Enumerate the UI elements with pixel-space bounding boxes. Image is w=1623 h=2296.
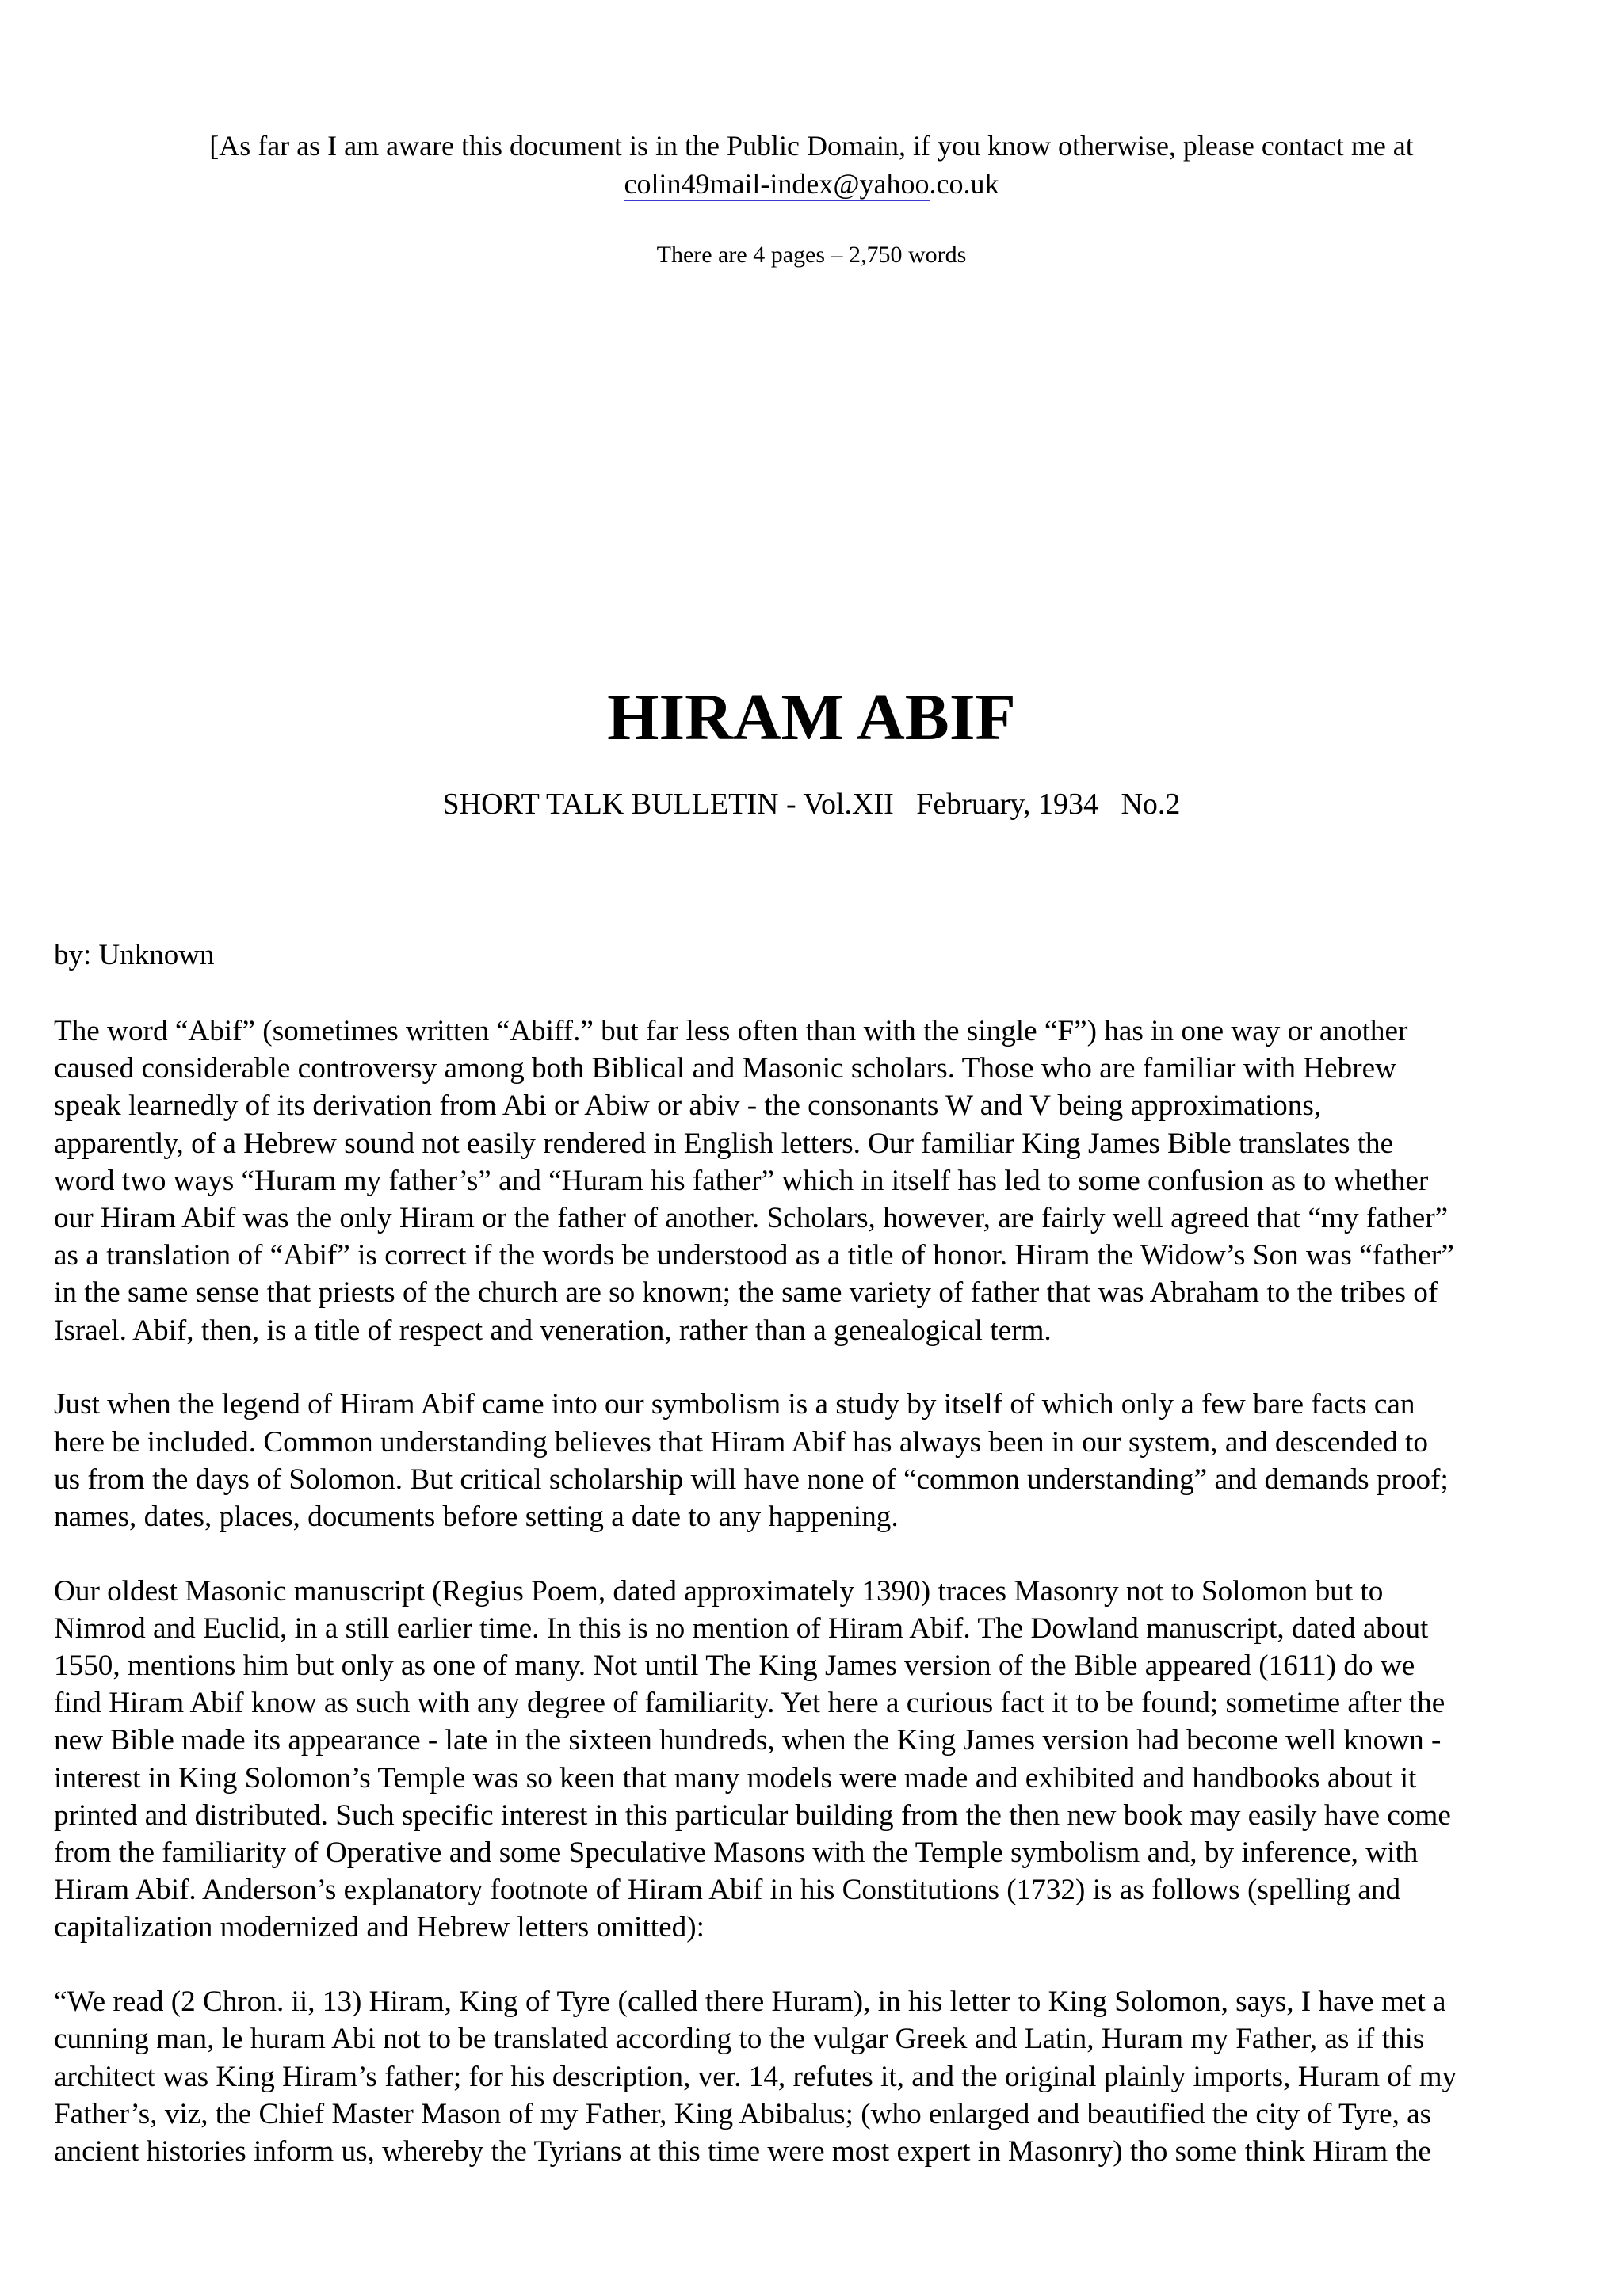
contact-email xyxy=(0,165,1623,203)
document-title: HIRAM ABIF xyxy=(607,681,1016,754)
document-subtitle: SHORT TALK BULLETIN - Vol.XII February, 1934 No.2 xyxy=(442,788,1181,821)
page-word-count: There are 4 pages – 2,750 words xyxy=(656,242,967,268)
paragraph-line: word two ways “Huram my father’s” and “Huram his father” which in itself has led to some confusion as to whether xyxy=(54,1164,1429,1197)
article-body xyxy=(54,1013,1583,2207)
paragraph-line: caused considerable controversy among both Biblical and Masonic scholars. Those who are familiar with Hebrew xyxy=(54,1052,1396,1085)
paragraph-line: Father’s, viz, the Chief Master Mason of my Father, King Abibalus; (who enlarged and beautified the city of Tyre, as xyxy=(54,2097,1432,2130)
paragraph-line: Nimrod and Euclid, in a still earlier time. In this is no mention of Hiram Abif. The Dowland manuscript, dated about xyxy=(54,1611,1429,1645)
paragraph-line: Just when the legend of Hiram Abif came into our symbolism is a study by itself of which only a few bare facts can xyxy=(54,1388,1415,1421)
paragraph-line: from the familiarity of Operative and some Speculative Masons with the Temple symbolism and, by inference, with xyxy=(54,1836,1419,1870)
paragraph-line: speak learnedly of its derivation from Abi or Abiw or abiv - the consonants W and V being approximations, xyxy=(54,1089,1322,1123)
paragraph-line: Hiram Abif. Anderson’s explanatory footnote of Hiram Abif in his Constitutions (1732) is as follows (spelling and xyxy=(54,1874,1401,1907)
paragraph-line: our Hiram Abif was the only Hiram or the father of another. Scholars, however, are fairly well agreed that “my father” xyxy=(54,1202,1449,1235)
author-line: by: Unknown xyxy=(54,939,215,971)
paragraph-line: “We read (2 Chron. ii, 13) Hiram, King of Tyre (called there Huram), in his letter to King Solomon, says, I have met a xyxy=(54,1985,1446,2019)
paragraph-line: as a translation of “Abif” is correct if the words be understood as a title of honor. Hiram the Widow’s Son was “father” xyxy=(54,1239,1454,1272)
paragraph-line: names, dates, places, documents before setting a date to any happening. xyxy=(54,1500,899,1533)
notice-line: [As far as I am aware this document is in the Public Domain, if you know otherwise, please contact me at xyxy=(209,130,1414,162)
body-paragraph xyxy=(54,1013,1583,1349)
paragraph-line: us from the days of Solomon. But critical scholarship will have none of “common understanding” and demands proof; xyxy=(54,1463,1449,1496)
paragraph-line: apparently, of a Hebrew sound not easily rendered in English letters. Our familiar King James Bible translates the xyxy=(54,1127,1394,1160)
copyright-notice xyxy=(0,127,1623,203)
paragraph-line: Israel. Abif, then, is a title of respect and veneration, rather than a genealogical term. xyxy=(54,1314,1052,1347)
paragraph-line: ancient histories inform us, whereby the Tyrians at this time were most expert in Masonry) tho some think Hiram the xyxy=(54,2134,1431,2168)
body-paragraph xyxy=(54,1573,1583,1947)
paragraph-line: architect was King Hiram’s father; for his description, ver. 14, refutes it, and the original plainly imports, Huram of my xyxy=(54,2060,1457,2093)
paragraph-line: cunning man, le huram Abi not to be translated according to the vulgar Greek and Latin, Huram my Father, as if this xyxy=(54,2023,1425,2056)
body-paragraph xyxy=(54,1386,1583,1535)
paragraph-line: here be included. Common understanding believes that Hiram Abif has always been in our system, and descended to xyxy=(54,1425,1428,1459)
paragraph-line: capitalization modernized and Hebrew letters omitted): xyxy=(54,1911,705,1944)
paragraph-line: interest in King Solomon’s Temple was so keen that many models were made and exhibited and handbooks about it xyxy=(54,1761,1417,1794)
paragraph-line: in the same sense that priests of the church are so known; the same variety of father that was Abraham to the tribes of xyxy=(54,1276,1438,1310)
email-tail: .co.uk xyxy=(929,168,999,200)
body-paragraph xyxy=(54,1983,1583,2170)
paragraph-line: 1550, mentions him but only as one of many. Not until The King James version of the Bible appeared (1611) do we xyxy=(54,1650,1415,1683)
paragraph-line: find Hiram Abif know as such with any degree of familiarity. Yet here a curious fact it to be found; sometime after the xyxy=(54,1687,1445,1720)
paragraph-line: The word “Abif” (sometimes written “Abiff.” but far less often than with the single “F”) has in one way or another xyxy=(54,1015,1408,1047)
paragraph-line: new Bible made its appearance - late in the sixteen hundreds, when the King James version had become well known - xyxy=(54,1724,1442,1757)
email-link[interactable]: colin49mail-index@yahoo xyxy=(624,168,930,200)
paragraph-line: printed and distributed. Such specific interest in this particular building from the then new book may easily have come xyxy=(54,1798,1451,1832)
paragraph-line: Our oldest Masonic manuscript (Regius Poem, dated approximately 1390) traces Masonry not to Solomon but to xyxy=(54,1574,1384,1608)
